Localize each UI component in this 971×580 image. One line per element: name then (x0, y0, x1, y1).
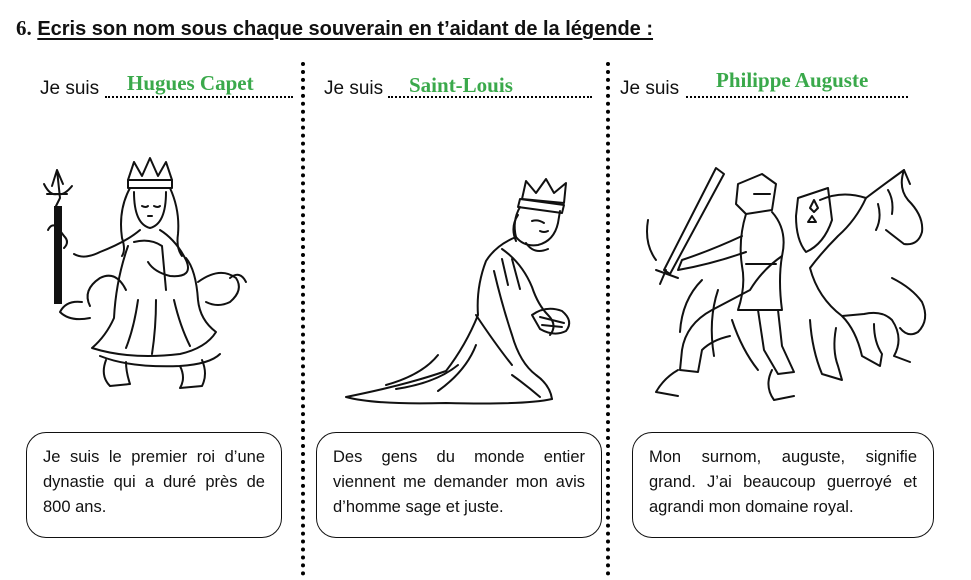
je-suis-label: Je suis (620, 78, 680, 99)
exercise-instruction: Ecris son nom sous chaque souverain en t’aidant de la légende : (37, 18, 654, 40)
answer-name: Hugues Capet (127, 71, 254, 95)
exercise-number: 6. (16, 16, 32, 40)
answer-name: Saint-Louis (409, 73, 513, 97)
column-separator-1 (301, 62, 305, 576)
legend-text: Mon surnom, auguste, signifie grand. J’ai beaucoup guerroyé et agrandi mon domaine royal. (649, 448, 917, 516)
column-separator-2 (606, 62, 610, 576)
legend-box-1 (26, 432, 282, 538)
je-suis-label: Je suis (40, 78, 100, 99)
answer-line[interactable] (105, 96, 293, 98)
legend-box-3 (632, 432, 934, 538)
legend-text: Je suis le premier roi d’une dynastie qui a duré près de 800 ans. (43, 448, 265, 516)
answer-name: Philippe Auguste (716, 68, 869, 92)
answer-line[interactable] (686, 96, 908, 98)
je-suis-label: Je suis (324, 78, 384, 99)
knight-on-horseback-icon (642, 160, 937, 410)
seated-king-with-sceptre-icon (30, 150, 280, 410)
kneeling-praying-king-icon (326, 175, 586, 410)
exercise-title (16, 16, 653, 41)
legend-box-2 (316, 432, 602, 538)
legend-text: Des gens du monde entier viennent me demander mon avis d’homme sage et juste. (333, 448, 585, 516)
